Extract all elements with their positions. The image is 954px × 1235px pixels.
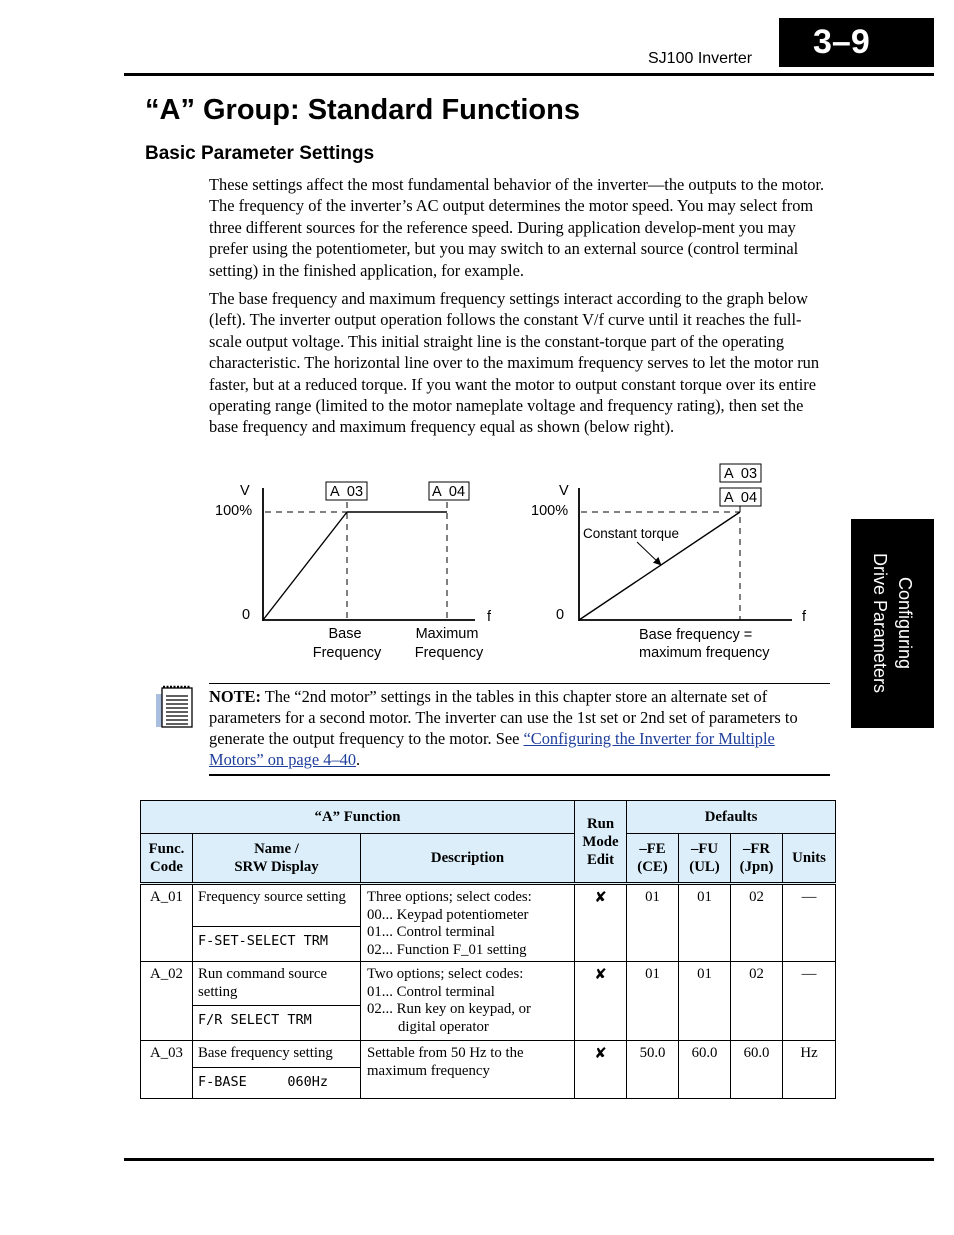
srw-display-cell: F/R SELECT TRM — [193, 1006, 361, 1041]
description-option: 01... Control terminal — [367, 983, 495, 1000]
description-cell — [361, 1041, 575, 1099]
note-text — [209, 686, 833, 770]
note-body: The “2nd motor” settings in the tables in this chapter store an alternate set of parameters for a second motor. The inverter can use the 1st set or 2nd set of parameters to generate the output frequency to the motor. See — [209, 687, 798, 748]
default-fr-cell: 02 — [731, 884, 783, 962]
run-mode-edit-cell: ✘ — [575, 884, 627, 962]
left-f-label: f — [487, 609, 492, 625]
header-name — [193, 834, 361, 884]
right-label-2: maximum frequency — [639, 645, 770, 661]
description-option: 00... Keypad potentiometer — [367, 906, 529, 923]
units-cell: Hz — [783, 1041, 836, 1099]
right-f-label: f — [802, 609, 807, 625]
note-rule-bottom — [209, 774, 830, 776]
body-paragraph-1: These settings affect the most fundamental behavior of the inverter—the outputs to the motor. The frequency of the inverter’s AC output determines the motor speed. You may select from three different sources for the reference speed. During application develop-ment you may prefer using the potentiometer, but you may switch to an external source (control terminal setting) in the finished application, for example. — [209, 175, 825, 280]
default-fu-cell: 01 — [679, 884, 731, 962]
left-max-label-1: Maximum — [415, 626, 479, 642]
header-fu-line-2: (UL) — [689, 859, 720, 875]
header-fe-line-1: –FE — [639, 841, 666, 857]
header-run-mode-line-3: Edit — [586, 851, 615, 868]
left-origin-label: 0 — [242, 607, 251, 623]
description-cell — [361, 962, 575, 1041]
side-tab-line-1: Configuring — [895, 576, 915, 670]
footer-rule — [124, 1158, 934, 1161]
section-subtitle: Basic Parameter Settings — [145, 143, 375, 164]
header-fu — [679, 834, 731, 884]
header-a-function: “A” Function — [141, 801, 575, 834]
header-fr-line-1: –FR — [742, 841, 771, 857]
default-fe-cell: 01 — [627, 884, 679, 962]
right-origin-label: 0 — [556, 607, 565, 623]
note-cross-reference-link[interactable]: “Configuring the Inverter for Multiple Motors” on page 4–40 — [209, 729, 775, 769]
header-run-mode-line-2: Mode — [582, 833, 619, 850]
right-a03-code: A 03 — [724, 466, 758, 482]
name-cell: Base frequency setting — [193, 1041, 361, 1068]
header-units: Units — [783, 834, 836, 884]
right-a04-code: A 04 — [724, 490, 758, 506]
table-row — [141, 1041, 836, 1068]
body-paragraph-2: The base frequency and maximum frequency settings interact according to the graph below (left). The inverter output operation follows the constant V/f curve until it reaches the full-scale output voltage. This initial straight line is the constant-torque part of the operating characteristic. The horizontal line over to the maximum frequency serves to let the motor run faster, but at a reduced torque. If you want the motor to output constant torque over its entire operating range (limited to the motor nameplate voltage and frequency rating), then set the base frequency and maximum frequency equal as shown (below right). — [209, 289, 820, 437]
header-fe — [627, 834, 679, 884]
chapter-side-tab — [851, 519, 934, 728]
right-100-label: 100% — [531, 503, 569, 519]
description-option: 02... Function F_01 setting — [367, 941, 527, 958]
side-tab-line-2: Drive Parameters — [870, 552, 890, 694]
header-run-mode-line-1: Run — [586, 815, 615, 832]
vf-graph-left — [215, 482, 492, 661]
run-mode-edit-cell: ✘ — [575, 962, 627, 1041]
description-cell — [361, 884, 575, 962]
func-code-cell: A_03 — [141, 1041, 193, 1099]
description-option: 01... Control terminal — [367, 924, 495, 940]
note-end: . — [356, 750, 361, 769]
units-cell: — — [783, 962, 836, 1041]
left-a04-code: A 04 — [432, 484, 466, 500]
left-max-label-2: Frequency — [414, 645, 484, 661]
section-title: “A” Group: Standard Functions — [145, 94, 580, 126]
default-fr-cell: 60.0 — [731, 1041, 783, 1099]
func-code-cell: A_02 — [141, 962, 193, 1041]
left-base-label-2: Frequency — [312, 645, 382, 661]
constant-torque-label: Constant torque — [583, 526, 680, 541]
left-v-label: V — [240, 483, 250, 499]
page-number: 3–9 — [779, 18, 934, 67]
header-name-line-2: SRW Display — [234, 859, 319, 875]
description-option: 02... Run key on keypad, or digital operator — [367, 1001, 531, 1035]
srw-display-cell: F-BASE 060Hz — [193, 1067, 361, 1098]
left-vf-ramp — [263, 512, 347, 620]
run-mode-edit-cell: ✘ — [575, 1041, 627, 1099]
header-func-code — [141, 834, 193, 884]
description-line: Settable from 50 Hz to the maximum frequency — [367, 1045, 524, 1079]
units-cell: — — [783, 884, 836, 962]
header-fr-line-2: (Jpn) — [739, 859, 774, 875]
note-icon — [150, 684, 198, 732]
running-header: SJ100 Inverter — [648, 50, 753, 67]
default-fe-cell: 01 — [627, 962, 679, 1041]
description-line: Two options; select codes: — [367, 966, 524, 982]
default-fe-cell: 50.0 — [627, 1041, 679, 1099]
name-cell: Run command source setting — [193, 962, 361, 1006]
left-base-label-1: Base — [328, 626, 362, 642]
header-func-code-line-2: Code — [150, 859, 183, 875]
header-fr — [731, 834, 783, 884]
constant-torque-arrow — [637, 542, 660, 564]
table-row — [141, 884, 836, 927]
header-fu-line-1: –FU — [690, 841, 719, 857]
description-line: Three options; select codes: — [367, 889, 532, 905]
a-group-parameter-table — [140, 800, 836, 1099]
left-a03-code: A 03 — [330, 484, 364, 500]
default-fr-cell: 02 — [731, 962, 783, 1041]
table-row — [141, 962, 836, 1006]
header-func-code-line-1: Func. — [148, 841, 185, 857]
default-fu-cell: 60.0 — [679, 1041, 731, 1099]
left-100-label: 100% — [215, 503, 253, 519]
header-name-line-1: Name / — [254, 841, 299, 857]
header-description: Description — [361, 834, 575, 884]
right-label-1: Base frequency = — [639, 627, 753, 643]
name-cell: Frequency source setting — [193, 884, 361, 927]
header-run-mode-edit — [575, 801, 627, 884]
vf-graph-right — [531, 464, 807, 661]
right-v-label: V — [559, 483, 569, 499]
header-rule — [124, 73, 934, 76]
header-fe-line-2: (CE) — [637, 859, 668, 875]
header-defaults: Defaults — [627, 801, 836, 834]
note-label: NOTE: — [209, 687, 261, 706]
func-code-cell: A_01 — [141, 884, 193, 962]
vf-graphs-figure — [205, 460, 805, 670]
note-rule-top — [209, 683, 830, 684]
srw-display-cell: F-SET-SELECT TRM — [193, 927, 361, 962]
default-fu-cell: 01 — [679, 962, 731, 1041]
